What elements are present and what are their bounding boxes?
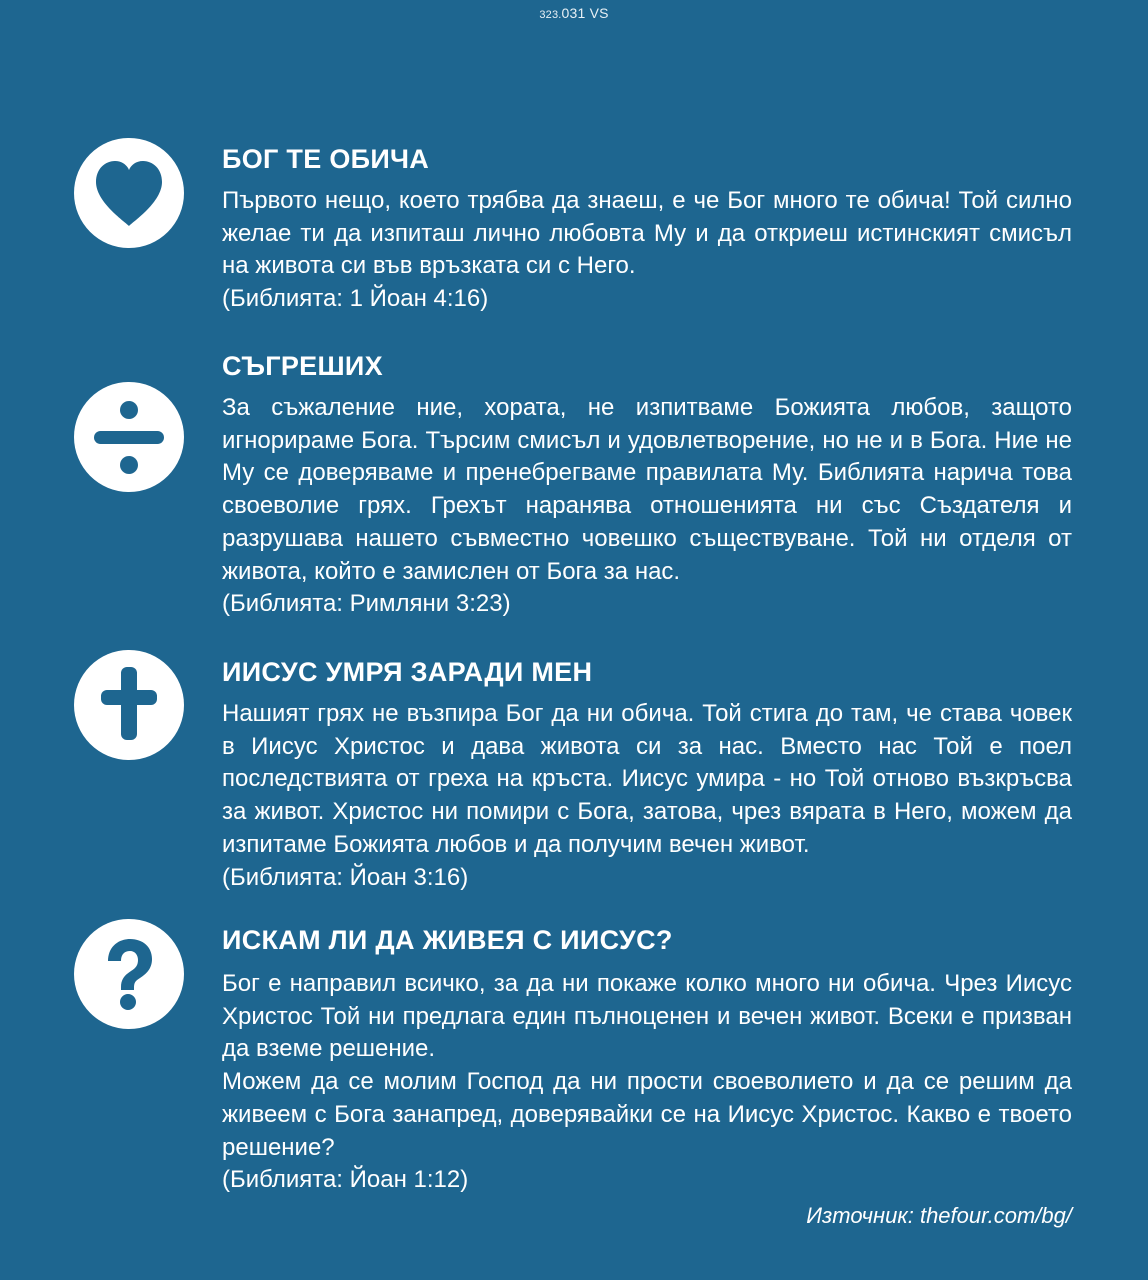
section-title: ИСКАМ ЛИ ДА ЖИВЕЯ С ИИСУС? <box>222 925 673 955</box>
question-icon <box>74 919 184 1029</box>
section-paragraph: Първото нещо, което трябва да знаеш, е че Бог много те обича! Той силно желае ти да изпиташ лично любовта Му и да откриеш истинският смисъл на живота си във връзката си с Него. <box>222 187 1072 280</box>
section-paragraph: Нашият грях не възпира Бог да ни обича. Той стига до там, че става човек в Иисус Христос и дава живота си за нас. Вместо нас Той е поел последствията от греха на кръста. Иисус умира - но Той отново възкръсва за живот. Христос ни помири с Бога, затова, чрез вярата в Него, можем да изпитаме Божията любов и да получим вечен живот. <box>222 700 1072 858</box>
document-code <box>0 5 1148 21</box>
divide-icon-circle <box>74 382 184 492</box>
source-label: Източник: <box>806 1203 914 1228</box>
source-link[interactable]: thefour.com/bg/ <box>919 1203 1072 1228</box>
section-paragraph: Бог е направил всичко, за да ни покаже колко много ни обича. Чрез Иисус Христос Той ни предлага един пълноценен и вечен живот. Всеки е призван да вземе решение. <box>222 970 1072 1063</box>
section-title: ИИСУС УМРЯ ЗАРАДИ МЕН <box>222 657 593 687</box>
heart-icon-circle <box>74 138 184 248</box>
cross-icon-circle <box>74 650 184 760</box>
section-body <box>222 392 1072 588</box>
heart-icon <box>74 138 184 248</box>
cross-icon <box>74 650 184 760</box>
bible-reference: (Библията: Римляни 3:23) <box>222 590 511 618</box>
section-paragraph: За съжаление ние, хората, не изпитваме Божията любов, защото игнорираме Бога. Търсим смисъл и удовлетворение, но не и в Бога. Ние не Му се доверяваме и пренебрегваме правилата Му. Библията нарича това своеволие грях. Грехът наранява отношенията ни със Създателя и разрушава нашето съвместно човешко съществуване. Той ни отделя от живота, който е замислен от Бога за нас. <box>222 394 1072 585</box>
section-body <box>222 185 1072 283</box>
document-code-prefix: 323. <box>539 9 562 21</box>
section-body <box>222 698 1072 862</box>
section-title: СЪГРЕШИХ <box>222 351 383 381</box>
source-line <box>806 1203 1072 1229</box>
bible-reference: (Библията: Йоан 1:12) <box>222 1166 469 1194</box>
question-icon-circle <box>74 919 184 1029</box>
document-code-main: 031 VS <box>561 5 609 21</box>
section-title: БОГ ТЕ ОБИЧА <box>222 144 430 174</box>
divide-icon <box>74 382 184 492</box>
bible-reference: (Библията: 1 Йоан 4:16) <box>222 285 489 313</box>
section-paragraph: Можем да се молим Господ да ни прости своеволието и да се решим да живеем с Бога занапред, доверявайки се на Иисус Христос. Какво е твоето решение? <box>222 1068 1072 1161</box>
section-body <box>222 968 1072 1164</box>
bible-reference: (Библията: Йоан 3:16) <box>222 863 469 891</box>
